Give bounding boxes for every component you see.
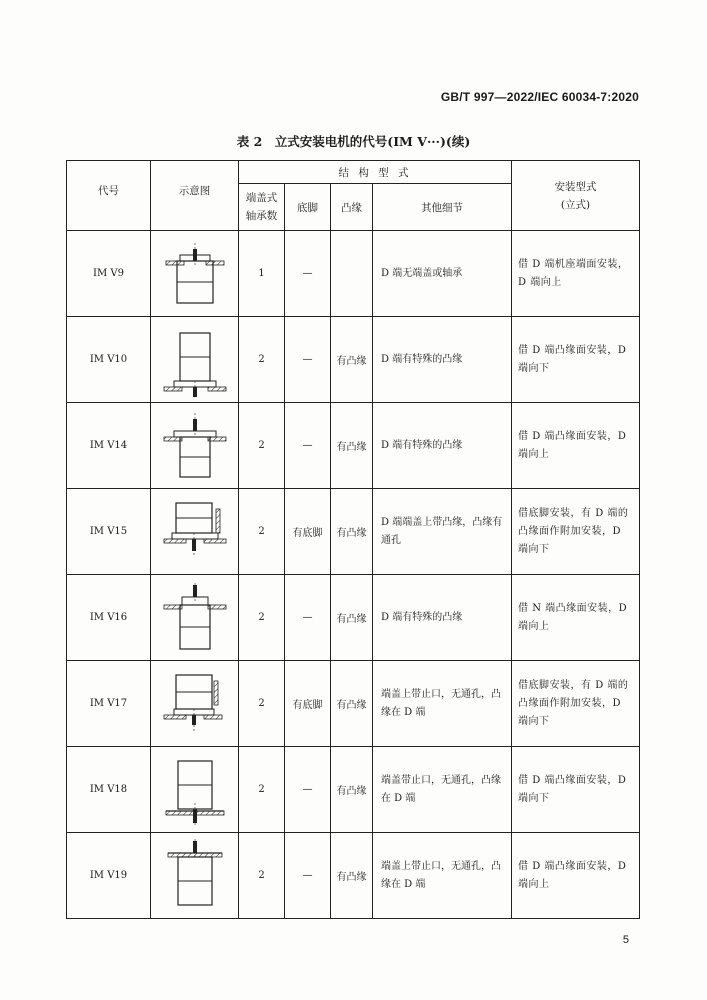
motor-foot-spigot-d-down-icon: [151, 667, 238, 741]
row-flange: [331, 231, 373, 317]
row-bearing-count: 1: [239, 231, 285, 317]
col-header-flange: 凸缘: [331, 184, 373, 231]
row-bearing-count: 2: [239, 747, 285, 833]
row-code: IM V10: [67, 317, 151, 403]
row-diagram: [151, 489, 239, 575]
row-bearing-count: 2: [239, 403, 285, 489]
row-detail: 端盖上带止口，无通孔，凸缘在 D 端: [373, 661, 512, 747]
motor-flange-n-end-d-up-icon: [151, 581, 238, 655]
row-mount: 借底脚安装，有 D 端的凸缘面作附加安装，D 端向下: [512, 489, 640, 575]
table-row: [67, 231, 640, 317]
row-detail: D 端有特殊的凸缘: [373, 317, 512, 403]
row-mount: 借 D 端凸缘面安装，D 端向下: [512, 747, 640, 833]
mounting-code-table: [66, 160, 640, 919]
row-flange: 有凸缘: [331, 747, 373, 833]
motor-spigot-d-up-icon: [151, 839, 238, 913]
row-flange: 有凸缘: [331, 403, 373, 489]
table-row: [67, 747, 640, 833]
motor-foot-and-flange-d-down-icon: [151, 495, 238, 569]
row-code: IM V9: [67, 231, 151, 317]
row-detail: 端盖带止口，无通孔，凸缘在 D 端: [373, 747, 512, 833]
row-mount: 借 D 端凸缘面安装，D 端向上: [512, 833, 640, 919]
row-diagram: [151, 833, 239, 919]
row-code: IM V17: [67, 661, 151, 747]
row-foot: —: [285, 317, 331, 403]
col-header-diagram: 示意图: [151, 161, 239, 231]
row-foot: 有底脚: [285, 489, 331, 575]
row-bearing-count: 2: [239, 489, 285, 575]
row-bearing-count: 2: [239, 833, 285, 919]
row-foot: —: [285, 833, 331, 919]
page-number: 5: [622, 934, 629, 946]
col-header-code: 代号: [67, 161, 151, 231]
row-code: IM V15: [67, 489, 151, 575]
table-row: [67, 833, 640, 919]
row-detail: 端盖上带止口，无通孔，凸缘在 D 端: [373, 833, 512, 919]
row-diagram: [151, 575, 239, 661]
row-foot: —: [285, 747, 331, 833]
row-mount: 借 D 端凸缘面安装，D 端向下: [512, 317, 640, 403]
col-header-other: 其他细节: [373, 184, 512, 231]
table-row: [67, 661, 640, 747]
row-diagram: [151, 231, 239, 317]
row-diagram: [151, 747, 239, 833]
motor-spigot-d-down-icon: [151, 753, 238, 827]
header-row-1: [67, 161, 640, 184]
col-header-structure: 结 构 型 式: [239, 161, 512, 184]
row-bearing-count: 2: [239, 317, 285, 403]
standard-code: GB/T 997—2022/IEC 60034-7:2020: [440, 90, 639, 104]
row-mount: 借底脚安装，有 D 端的凸缘面作附加安装，D 端向下: [512, 661, 640, 747]
motor-flange-d-down-icon: [151, 323, 238, 397]
row-diagram: [151, 403, 239, 489]
row-detail: D 端有特殊的凸缘: [373, 403, 512, 489]
table-row: [67, 403, 640, 489]
row-bearing-count: 2: [239, 661, 285, 747]
table-row: [67, 575, 640, 661]
table-title: 表 2 立式安装电机的代号(IM V···)(续): [236, 134, 471, 149]
col-header-bearing-count: 端盖式 轴承数: [239, 184, 285, 231]
row-foot: —: [285, 231, 331, 317]
row-flange: 有凸缘: [331, 489, 373, 575]
row-bearing-count: 2: [239, 575, 285, 661]
row-diagram: [151, 661, 239, 747]
row-flange: 有凸缘: [331, 317, 373, 403]
motor-flange-d-up-icon: [151, 409, 238, 483]
motor-top-mounted-no-d-endshield-icon: [151, 237, 238, 311]
row-code: IM V18: [67, 747, 151, 833]
row-foot: 有底脚: [285, 661, 331, 747]
col-header-mount: 安装型式 (立式): [512, 161, 640, 231]
row-foot: —: [285, 575, 331, 661]
row-code: IM V14: [67, 403, 151, 489]
row-mount: 借 D 端凸缘面安装，D 端向上: [512, 403, 640, 489]
row-code: IM V19: [67, 833, 151, 919]
row-diagram: [151, 317, 239, 403]
row-flange: 有凸缘: [331, 661, 373, 747]
row-flange: 有凸缘: [331, 575, 373, 661]
row-detail: D 端端盖上带凸缘，凸缘有通孔: [373, 489, 512, 575]
col-header-foot: 底脚: [285, 184, 331, 231]
row-detail: D 端无端盖或轴承: [373, 231, 512, 317]
row-detail: D 端有特殊的凸缘: [373, 575, 512, 661]
table-row: [67, 489, 640, 575]
row-mount: 借 N 端凸缘面安装，D 端向上: [512, 575, 640, 661]
row-mount: 借 D 端机座端面安装，D 端向上: [512, 231, 640, 317]
row-flange: 有凸缘: [331, 833, 373, 919]
row-foot: —: [285, 403, 331, 489]
table-row: [67, 317, 640, 403]
row-code: IM V16: [67, 575, 151, 661]
